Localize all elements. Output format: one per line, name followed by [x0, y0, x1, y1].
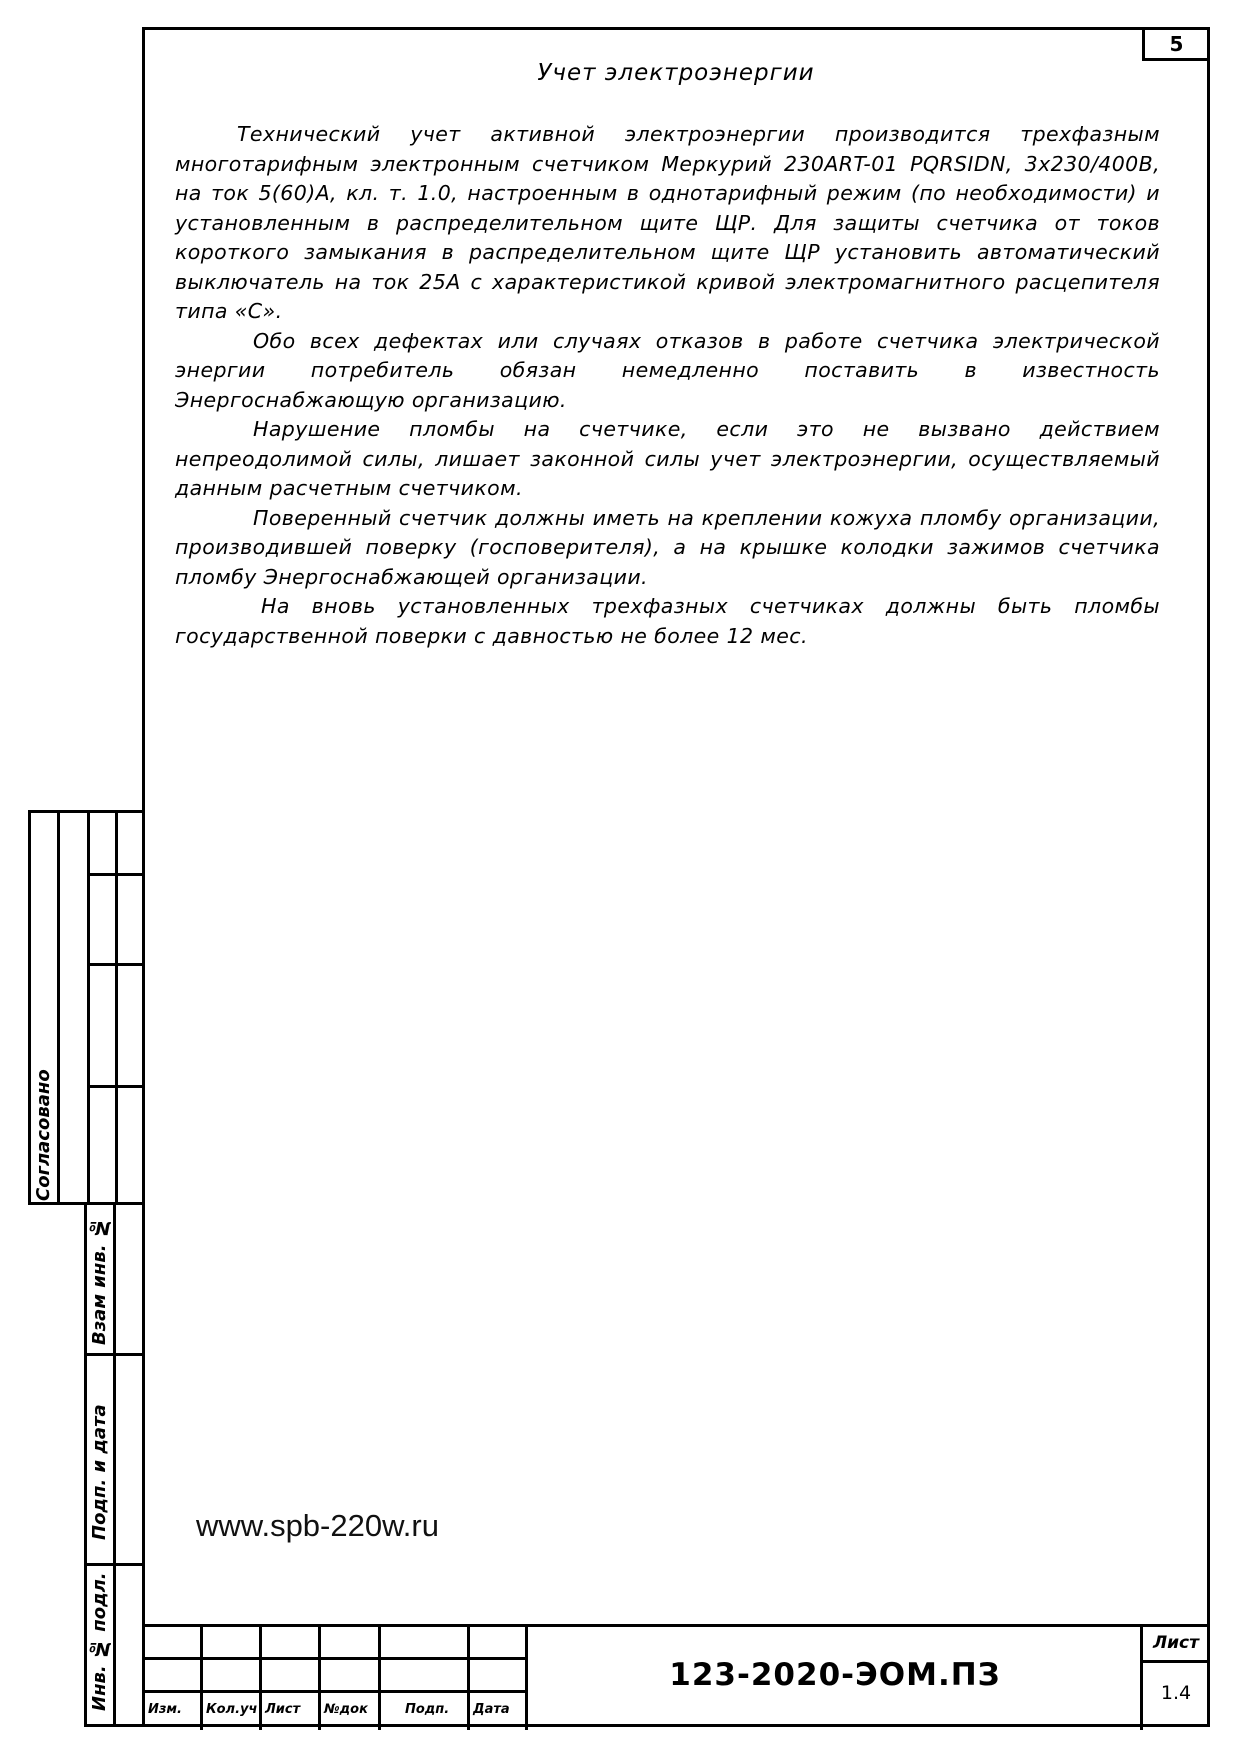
inv-orig-label: Инв. № подл. [89, 1572, 110, 1712]
section-title: Учет электроэнергии [537, 60, 815, 86]
inventory-grid [84, 1202, 145, 1727]
paragraph-5: На вновь установленных трехфазных счетчиках должны быть пломбы государственной поверки с давностью не более 12 мес. [175, 594, 1160, 648]
body-text [175, 120, 1160, 651]
page-number: 5 [1142, 29, 1208, 61]
col-ndok: №док [324, 1701, 368, 1717]
approval-grid [28, 810, 145, 1205]
sheet-number: 1.4 [1160, 1682, 1192, 1704]
website-watermark: www.spb-220w.ru [196, 1508, 439, 1543]
inv-replace-label: Взам инв. № [89, 1217, 110, 1345]
col-data: Дата [473, 1701, 510, 1717]
col-list: Лист [265, 1701, 301, 1717]
document-code: 123-2020-ЭОМ.ПЗ [669, 1657, 1001, 1693]
sign-date-label: Подп. и дата [89, 1404, 110, 1541]
paragraph-1: Технический учет активной электроэнергии производится трехфазным многотарифным электронным счетчиком Меркурий 230ART-01 PQRSIDN, 3х230/400В, на ток 5(60)А, кл. т. 1.0, настроенным в однотарифный режим (по необходимости) и установленным в распределительном щите ЩР. Для защиты счетчика от токов короткого замыкания в распределительном щите ЩР установить автоматический выключатель на ток 25А с характеристикой кривой электромагнитного расцепителя типа «С». [175, 122, 1160, 323]
col-podp: Подп. [405, 1701, 450, 1717]
agreed-label: Согласовано [33, 1069, 54, 1201]
paragraph-4: Поверенный счетчик должны иметь на креплении кожуха пломбу организации, производившей поверку (госповерителя), а на крышке колодки зажимов счетчика пломбу Энергоснабжающей организации. [175, 505, 1160, 589]
col-kol-uch: Кол.уч [206, 1701, 258, 1717]
paragraph-2: Обо всех дефектах или случаях отказов в работе счетчика электрической энергии потребитель обязан немедленно поставить в известность Энергоснабжающую организацию. [175, 328, 1160, 412]
sheet-label: Лист [1153, 1633, 1199, 1653]
paragraph-3: Нарушение пломбы на счетчике, если это не вызвано действием непреодолимой силы, лишает законной силы учет электроэнергии, осуществляемый данным расчетным счетчиком. [175, 417, 1160, 500]
col-izm: Изм. [148, 1701, 182, 1717]
